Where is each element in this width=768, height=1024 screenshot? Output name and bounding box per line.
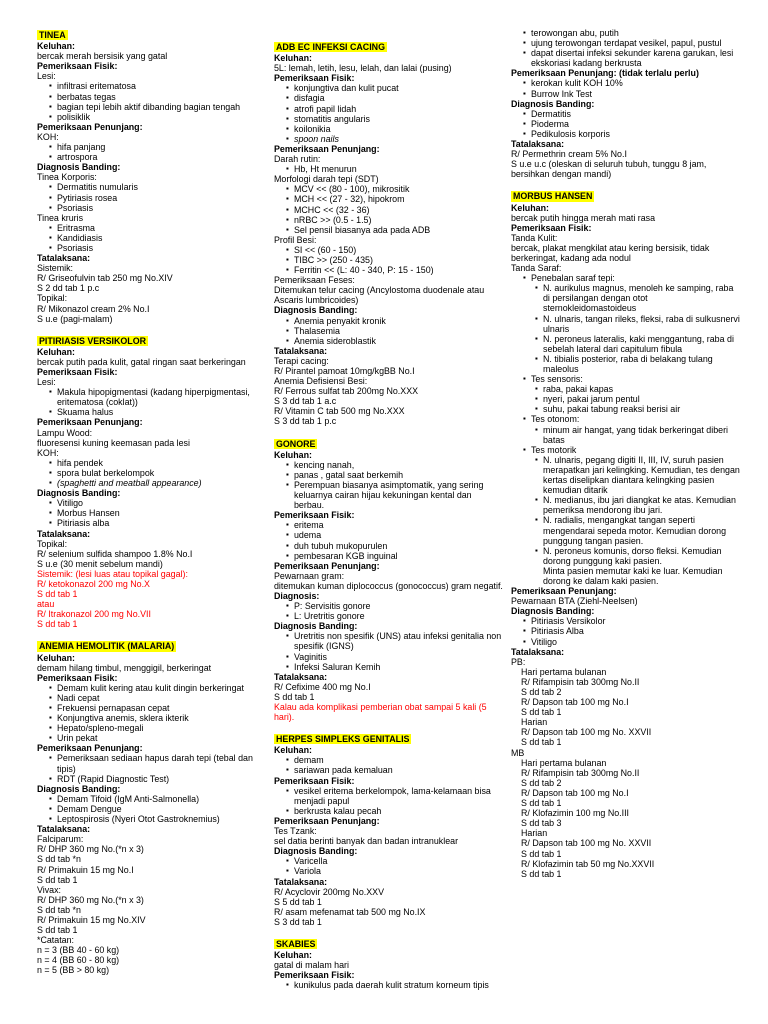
bullet-list [274, 631, 504, 671]
text-line: R/ Mikonazol cream 2% No.I [37, 303, 150, 314]
note-red: S dd tab 1 [37, 619, 78, 630]
text-line: R/ Rifampisin tab 300mg No.II [521, 767, 640, 778]
list-item: ▪ Morbus Hansen [57, 508, 262, 518]
list-item: ▪ Skuama halus [57, 407, 262, 417]
section-title: SKABIES [276, 938, 316, 949]
text-line: Lesi: [37, 71, 56, 82]
list-item: ▪ N. tibialis posterior, raba di belakang tulang maleolus [543, 354, 741, 374]
text-line: Tes Tzank: [274, 826, 317, 837]
text-line: S dd tab *n [37, 854, 81, 865]
column-left [37, 30, 262, 988]
list-item: ▪ Psoriasis [57, 203, 262, 213]
list-item: ▪ Ferritin << (L: 40 - 340, P: 15 - 150) [294, 265, 504, 275]
list-item: ▪ Varicella [294, 856, 504, 866]
text-line: Anemia Defisiensi Besi: [274, 376, 368, 387]
list-item: ▪ MCHC << (32 - 36) [294, 205, 504, 215]
list-item: ▪ Sel pensil biasanya ada pada ADB [294, 225, 504, 235]
field-label: Diagnosis Banding: [511, 606, 595, 617]
list-item: ▪ Urin pekat [57, 733, 262, 743]
text-line: Pemeriksaan Feses: [274, 275, 355, 286]
list-item: ▪ Hb, Ht menurun [294, 164, 504, 174]
field-label: Keluhan: [37, 652, 75, 663]
text-line: R/ Primakuin 15 mg No.I [37, 864, 134, 875]
section [37, 336, 262, 630]
text-line: R/ Acyclovir 200mg No.XXV [274, 886, 384, 897]
text-line: S 3 dd tab 1 [274, 916, 322, 927]
text-line: 5L: lemah, letih, lesu, lelah, dan lalai (pusing) [274, 63, 452, 74]
list-item: ▪ P: Servisitis gonore [294, 601, 504, 611]
field-label: Pemeriksaan Fisik: [511, 222, 592, 233]
text-line: R/ Griseofulvin tab 250 mg No.XIV [37, 273, 173, 284]
field-label: Tatalaksana: [37, 528, 91, 539]
text-line: Topikal: [37, 293, 68, 304]
text-line: Morfologi darah tepi (SDT) [274, 174, 379, 185]
list-item: ▪ koilonikia [294, 124, 504, 134]
text-line: S dd tab 1 [521, 707, 562, 718]
bullet-list [274, 316, 504, 346]
list-item: ▪ N. ulnaris, tangan rileks, fleksi, raba di sulkusnervi ulnaris [543, 314, 741, 334]
bullet-list [511, 384, 741, 414]
list-item: ▪ panas , gatal saat berkemih [294, 470, 504, 480]
field-label: Diagnosis Banding: [37, 162, 121, 173]
list-item: ▪ kencing nanah, [294, 460, 504, 470]
list-item: ▪ kunikulus pada daerah kulit stratum korneum tipis [294, 980, 504, 990]
text-line: S dd tab 2 [521, 687, 562, 697]
note-red: Kalau ada komplikasi pemberian obat sampai 5 kali (5 hari). [274, 702, 487, 723]
section [274, 734, 504, 927]
list-item: ▪ Makula hipopigmentasi (kadang hiperpigmentasi, eritematosa (coklat)) [57, 387, 262, 407]
field-label: Diagnosis Banding: [274, 846, 358, 857]
text-line: S dd tab 1 [37, 925, 78, 936]
text-line: Hari pertama bulanan [521, 757, 607, 768]
list-item: ▪ L: Uretritis gonore [294, 611, 504, 621]
section [274, 939, 504, 990]
text-line: S 5 dd tab 1 [274, 896, 322, 907]
list-item: ▪ Anemia sideroblastik [294, 336, 504, 346]
text-line: S dd tab 1 [521, 737, 562, 748]
text-line: R/ Klofazimin 100 mg No.III [521, 808, 630, 819]
field-label: Keluhan: [274, 53, 312, 64]
text-line: Harian [521, 828, 548, 839]
bullet-list [37, 683, 262, 744]
field-label: Pemeriksaan Fisik: [37, 61, 118, 72]
text-line: R/ Ferrous sulfat tab 200mg No.XXX [274, 386, 419, 397]
text-line: S dd tab 1 [521, 798, 562, 809]
text-line: Tanda Kulit: [511, 232, 558, 243]
text-line: Tanda Saraf: [511, 263, 562, 274]
field-label: Pemeriksaan Penunjang: [274, 143, 380, 154]
bullet-list [511, 616, 741, 646]
text-line: sel datia berinti banyak dan badan intranuklear [274, 836, 459, 847]
bullet-list [274, 856, 504, 876]
field-label: Pemeriksaan Penunjang: (tidak terlalu perlu) [511, 68, 699, 79]
text-line: S dd tab 1 [521, 848, 562, 859]
text-line: S 2 dd tab 1 p.c [37, 283, 100, 294]
list-item: ▪ Vitiligo [57, 498, 262, 508]
text-line: KOH: [37, 447, 59, 458]
section-title: ANEMIA HEMOLITIK (MALARIA) [39, 641, 175, 652]
list-item: ▪ Pioderma [531, 119, 741, 129]
section [37, 641, 262, 975]
bullet-list [37, 81, 262, 121]
note-red: S dd tab 1 [37, 589, 78, 600]
field-label: Keluhan: [37, 346, 75, 357]
bullet-list [511, 455, 741, 566]
list-item: ▪ duh tubuh mukopurulen [294, 541, 504, 551]
text-line: Falciparum: [37, 834, 84, 845]
field-label: Tatalaksana: [511, 139, 565, 150]
list-item: ▪ Burrow Ink Test [531, 89, 741, 99]
bullet-list [274, 184, 504, 234]
list-item: ▪ Kandidiasis [57, 233, 262, 243]
list-item: ▪ Uretritis non spesifik (UNS) atau infeksi genitalia non spesifik (IGNS) [294, 631, 504, 651]
list-item: ▪ Perempuan biasanya asimptomatik, yang sering keluarnya cairan hijau kekuningan kental dan berbau. [294, 480, 504, 510]
bullet-list [274, 245, 504, 275]
list-item: ▪ hifa panjang [57, 142, 262, 152]
section-title: GONORE [276, 438, 316, 449]
list-item: ▪ spora bulat berkelompok [57, 468, 262, 478]
text-line: Lampu Wood: [37, 427, 93, 438]
text-line: *Catatan: [37, 935, 75, 946]
text-line: KOH: [37, 131, 59, 142]
text-line: bercak putih hingga merah mati rasa [511, 212, 656, 223]
list-item: ▪ atrofi papil lidah [294, 104, 504, 114]
list-item: ▪ demam [294, 755, 504, 765]
field-label: Keluhan: [274, 745, 312, 756]
text-line: S dd tab 1 [37, 874, 78, 885]
text-line: n = 4 (BB 60 - 80 kg) [37, 955, 120, 966]
bullet-list [511, 425, 741, 445]
text-line: Tinea kruris [37, 212, 84, 223]
text-line: Minta pasien memutar kaki ke luar. Kemudian dorong ke dalam kaki pasien. [543, 565, 723, 586]
bullet-list [274, 786, 504, 816]
list-item: ▪ eritema [294, 520, 504, 530]
text-line: Harian [521, 717, 548, 728]
bullet-list [274, 164, 504, 174]
text-line: Vivax: [37, 884, 62, 895]
list-item: ▪ minum air hangat, yang tidak berkeringat diberi batas [543, 425, 741, 445]
text-line: Profil Besi: [274, 234, 317, 245]
list-item: ▪ vesikel eritema berkelompok, lama-kelamaan bisa menjadi papul [294, 786, 504, 806]
field-label: Pemeriksaan Penunjang: [37, 417, 143, 428]
list-item: ▪ Pytiriasis rosea [57, 193, 262, 203]
text-line: Lesi: [37, 377, 56, 388]
bullet-list [511, 283, 741, 374]
text-line: R/ DHP 360 mg No.(*n x 3) [37, 894, 144, 905]
field-label: Keluhan: [274, 449, 312, 460]
text-line: Terapi cacing: [274, 355, 329, 366]
text-line: R/ selenium sulfida shampoo 1.8% No.I [37, 548, 193, 559]
list-item: ▪ polisiklik [57, 112, 262, 122]
text-line: S dd tab *n [37, 904, 81, 915]
list-item: ▪ N. aurikulus magnus, menoleh ke samping, raba di persilangan dengan otot sternokleidomastoideus [543, 283, 741, 313]
text-line: R/ Permethrin cream 5% No.I [511, 149, 627, 160]
list-item: ▪ Hepato/spleno-megali [57, 723, 262, 733]
bullet-list [37, 182, 262, 212]
list-item: ▪ N. ulnaris, pegang digiti II, III, IV, suruh pasien merapatkan jari kelingking. Kemudian, tes dengan kertas diselipkan diantara kelingking pasien kemudian ditarik [543, 455, 741, 495]
field-label: Tatalaksana: [511, 646, 565, 657]
bullet-list [274, 601, 504, 621]
list-item: ▪ stomatitis angularis [294, 114, 504, 124]
list-item: ▪ Pitiriasis Versikolor [531, 616, 741, 626]
list-item: ▪ berkrusta kalau pecah [294, 806, 504, 816]
field-label: Tatalaksana: [274, 876, 328, 887]
list-item: ▪ Leptospirosis (Nyeri Otot Gastroknemius) [57, 814, 262, 824]
list-item: ▪ N. medianus, ibu jari diangkat ke atas. Kemudian pemeriksa mendorong ibu jari. [543, 495, 741, 515]
list-item: ▪ Demam kulit kering atau kulit dingin berkeringat [57, 683, 262, 693]
list-item: ▪ Variola [294, 866, 504, 876]
list-item: ▪ Frekuensi pernapasan cepat [57, 703, 262, 713]
list-item: ▪ N. radialis, mengangkat tangan seperti mengendarai sepeda motor. Kemudian dorong punggung tangan pasien. [543, 515, 741, 545]
bullet-list [37, 498, 262, 528]
text-line: R/ asam mefenamat tab 500 mg No.IX [274, 906, 426, 917]
field-label: Keluhan: [274, 950, 312, 961]
field-label: Pemeriksaan Fisik: [37, 672, 118, 683]
field-label: Pemeriksaan Fisik: [274, 510, 355, 521]
text-line: S 3 dd tab 1 a.c [274, 396, 337, 407]
text-line: demam hilang timbul, menggigil, berkeringat [37, 662, 212, 673]
text-line: R/ Dapson tab 100 mg No. XXVII [521, 727, 652, 738]
text-line: Topikal: [37, 538, 68, 549]
note-red: R/ Itrakonazol 200 mg No.VII [37, 609, 151, 620]
column-right [511, 28, 741, 891]
list-item: ▪ udema [294, 530, 504, 540]
text-line: S dd tab 1 [521, 868, 562, 879]
bullet-list [511, 78, 741, 98]
list-item: ▪ ujung terowongan terdapat vesikel, papul, pustul [531, 38, 741, 48]
section [511, 191, 741, 878]
bullet-list [511, 445, 741, 455]
text-line: bercak, plakat mengkilat atau kering bersisik, tidak berkeringat, kadang ada nodul [511, 242, 710, 263]
list-item: ▪ terowongan abu, putih [531, 28, 741, 38]
text-line: S 3 dd tab 1 p.c [274, 416, 337, 427]
list-item: ▪ Pemeriksaan sediaan hapus darah tepi (tebal dan tipis) [57, 753, 262, 773]
text-line: Pewarnaan gram: [274, 570, 345, 581]
field-label: Pemeriksaan Fisik: [274, 970, 355, 981]
text-line: R/ Pirantel pamoat 10mg/kgBB No.I [274, 366, 415, 376]
text-line: R/ Primakuin 15 mg No.XIV [37, 914, 146, 925]
text-line: R/ Dapson tab 100 mg No.I [521, 697, 629, 708]
list-item: ▪ Demam Dengue [57, 804, 262, 814]
bullet-list [274, 83, 504, 144]
list-item: ▪ spoon nails [294, 134, 504, 144]
section-title: PITIRIASIS VERSIKOLOR [39, 335, 147, 346]
text-line: R/ Rifampisin tab 300mg No.II [521, 676, 640, 687]
field-label: Diagnosis Banding: [274, 621, 358, 632]
text-line: Hari pertama bulanan [521, 666, 607, 677]
list-item: ▪ Konjungtiva anemis, sklera ikterik [57, 713, 262, 723]
text-line: S u.e (pagi-malam) [37, 313, 113, 324]
list-item: ▪ Dermatitis [531, 109, 741, 119]
text-line: R/ DHP 360 mg No.(*n x 3) [37, 844, 144, 855]
text-line: S dd tab 1 [274, 691, 315, 702]
list-item: ▪ Vaginitis [294, 652, 504, 662]
list-item: ▪ bagian tepi lebih aktif dibanding bagian tengah [57, 102, 262, 112]
list-item: ▪ Demam Tifoid (IgM Anti-Salmonella) [57, 794, 262, 804]
section-title: ADB EC INFEKSI CACING [276, 42, 385, 52]
text-line: R/ Vitamin C tab 500 mg No.XXX [274, 406, 405, 417]
text-line: Darah rutin: [274, 154, 321, 165]
field-label: Pemeriksaan Fisik: [274, 73, 355, 84]
list-item: ▪ pembesaran KGB inguinal [294, 551, 504, 561]
list-item: ▪ konjungtiva dan kulit pucat [294, 83, 504, 93]
field-label: Keluhan: [37, 41, 75, 52]
field-label: Pemeriksaan Penunjang: [274, 560, 380, 571]
field-label: Pemeriksaan Penunjang: [37, 121, 143, 132]
field-label: Tatalaksana: [274, 345, 328, 356]
bullet-list [37, 387, 262, 417]
bullet-list [274, 460, 504, 510]
list-item: ▪ N. peroneus komunis, dorso fleksi. Kemudian dorong punggung kaki pasien. [543, 546, 741, 566]
section-title: TINEA [39, 30, 66, 40]
text-line: fluoresensi kuning keemasan pada lesi [37, 437, 190, 448]
field-label: Diagnosis Banding: [37, 783, 121, 794]
text-line: R/ Klofazimin tab 50 mg No.XXVII [521, 858, 655, 869]
bullet-list [511, 28, 741, 68]
field-label: Tatalaksana: [37, 253, 91, 264]
list-item: ▪ SI << (60 - 150) [294, 245, 504, 255]
list-item: ▪ Psoriasis [57, 243, 262, 253]
bullet-list [274, 980, 504, 990]
list-item: ▪ berbatas tegas [57, 92, 262, 102]
list-item: ▪ Nadi cepat [57, 693, 262, 703]
list-item: ▪ Anemia penyakit kronik [294, 316, 504, 326]
text-line: MB [511, 747, 525, 758]
bullet-list [511, 273, 741, 283]
bullet-list [37, 753, 262, 783]
text-line: S dd tab 2 [521, 777, 562, 788]
list-item: ▪ suhu, pakai tabung reaksi berisi air [543, 404, 741, 414]
text-line: S dd tab 3 [521, 818, 562, 829]
list-item: ▪ Penebalan saraf tepi: [531, 273, 741, 283]
note-red: atau [37, 599, 55, 610]
field-label: Tatalaksana: [274, 671, 328, 682]
note-red: R/ ketokonazol 200 mg No.X [37, 578, 150, 589]
list-item: ▪ TIBC >> (250 - 435) [294, 255, 504, 265]
list-item: ▪ kerokan kulit KOH 10% [531, 78, 741, 88]
field-label: Diagnosis Banding: [37, 488, 121, 499]
section-title: HERPES SIMPLEKS GENITALIS [276, 734, 410, 745]
field-label: Tatalaksana: [37, 824, 91, 835]
column-middle [274, 42, 504, 1002]
list-item: ▪ Pitiriasis alba [57, 518, 262, 528]
list-item: ▪ artrospora [57, 152, 262, 162]
text-line: S u.e (30 menit sebelum mandi) [37, 558, 163, 569]
bullet-list [511, 109, 741, 139]
list-item: ▪ (spaghetti and meatball appearance) [57, 478, 262, 488]
section-title: MORBUS HANSEN [513, 191, 593, 202]
field-label: Keluhan: [511, 202, 549, 213]
field-label: Diagnosis: [274, 590, 320, 601]
bullet-list [511, 414, 741, 424]
text-line: Pewarnaan BTA (Ziehl-Neelsen) [511, 596, 638, 607]
note-red: Sistemik: (lesi luas atau topikal gagal): [37, 568, 188, 579]
text-line: Ditemukan telur cacing (Ancylostoma duodenale atau Ascaris lumbricoides) [274, 285, 485, 306]
field-label: Diagnosis Banding: [274, 305, 358, 316]
list-item: ▪ MCV << (80 - 100), mikrositik [294, 184, 504, 194]
list-item: ▪ dapat disertai infeksi sekunder karena garukan, lesi ekskoriasi kadang berkrusta [531, 48, 741, 68]
bullet-list [37, 458, 262, 488]
list-item: ▪ nyeri, pakai jarum pentul [543, 394, 741, 404]
list-item: ▪ N. peroneus lateralis, kaki menggantung, raba di sebelah lateral dari capitulum fibula [543, 334, 741, 354]
bullet-list [511, 374, 741, 384]
list-item: ▪ Eritrasma [57, 223, 262, 233]
text-line: bercak putih pada kulit, gatal ringan saat berkeringan [37, 356, 246, 367]
list-item: ▪ Tes motorik [531, 445, 741, 455]
list-item: ▪ nRBC >> (0.5 - 1.5) [294, 215, 504, 225]
list-item: ▪ Pedikulosis korporis [531, 129, 741, 139]
field-label: Pemeriksaan Penunjang: [274, 815, 380, 826]
list-item: ▪ infiltrasi eritematosa [57, 81, 262, 91]
list-item: ▪ Infeksi Saluran Kemih [294, 662, 504, 672]
list-item: ▪ sariawan pada kemaluan [294, 765, 504, 775]
bullet-list [37, 794, 262, 824]
list-item: ▪ Tes otonom: [531, 414, 741, 424]
text-line: PB: [511, 656, 526, 667]
section [511, 28, 741, 179]
text-line: Tinea Korporis: [37, 172, 97, 183]
list-item: ▪ hifa pendek [57, 458, 262, 468]
bullet-list [37, 223, 262, 253]
text-line: R/ Dapson tab 100 mg No.I [521, 787, 629, 798]
text-line: R/ Cefixime 400 mg No.I [274, 681, 371, 692]
list-item: ▪ Thalasemia [294, 326, 504, 336]
bullet-list [274, 755, 504, 775]
bullet-list [274, 520, 504, 560]
list-item: ▪ MCH << (27 - 32), hipokrom [294, 194, 504, 204]
text-line: R/ Dapson tab 100 mg No. XXVII [521, 838, 652, 849]
list-item: ▪ Tes sensoris: [531, 374, 741, 384]
list-item: ▪ disfagia [294, 93, 504, 103]
section [274, 42, 504, 427]
field-label: Pemeriksaan Penunjang: [511, 586, 617, 597]
text-line: n = 5 (BB > 80 kg) [37, 965, 110, 976]
text-line: n = 3 (BB 40 - 60 kg) [37, 945, 120, 956]
list-item: ▪ Dermatitis numularis [57, 182, 262, 192]
section [274, 439, 504, 723]
list-item: ▪ RDT (Rapid Diagnostic Test) [57, 774, 262, 784]
bullet-list [37, 142, 262, 162]
section [37, 30, 262, 324]
field-label: Pemeriksaan Penunjang: [37, 743, 143, 754]
text-line: gatal di malam hari [274, 960, 349, 971]
list-item: ▪ Vitiligo [531, 637, 741, 647]
field-label: Diagnosis Banding: [511, 98, 595, 109]
text-line: S u.e u.c (oleskan di seluruh tubuh, tunggu 8 jam, bersihkan dengan mandi) [511, 159, 707, 180]
text-line: Sistemik: [37, 263, 73, 274]
text-line: bercak merah bersisik yang gatal [37, 51, 168, 62]
text-line: ditemukan kuman diplococcus (gonococcus) gram negatif. [274, 580, 503, 591]
list-item: ▪ Pitiriasis Alba [531, 626, 741, 636]
field-label: Pemeriksaan Fisik: [37, 367, 118, 377]
list-item: ▪ raba, pakai kapas [543, 384, 741, 394]
field-label: Pemeriksaan Fisik: [274, 775, 355, 786]
